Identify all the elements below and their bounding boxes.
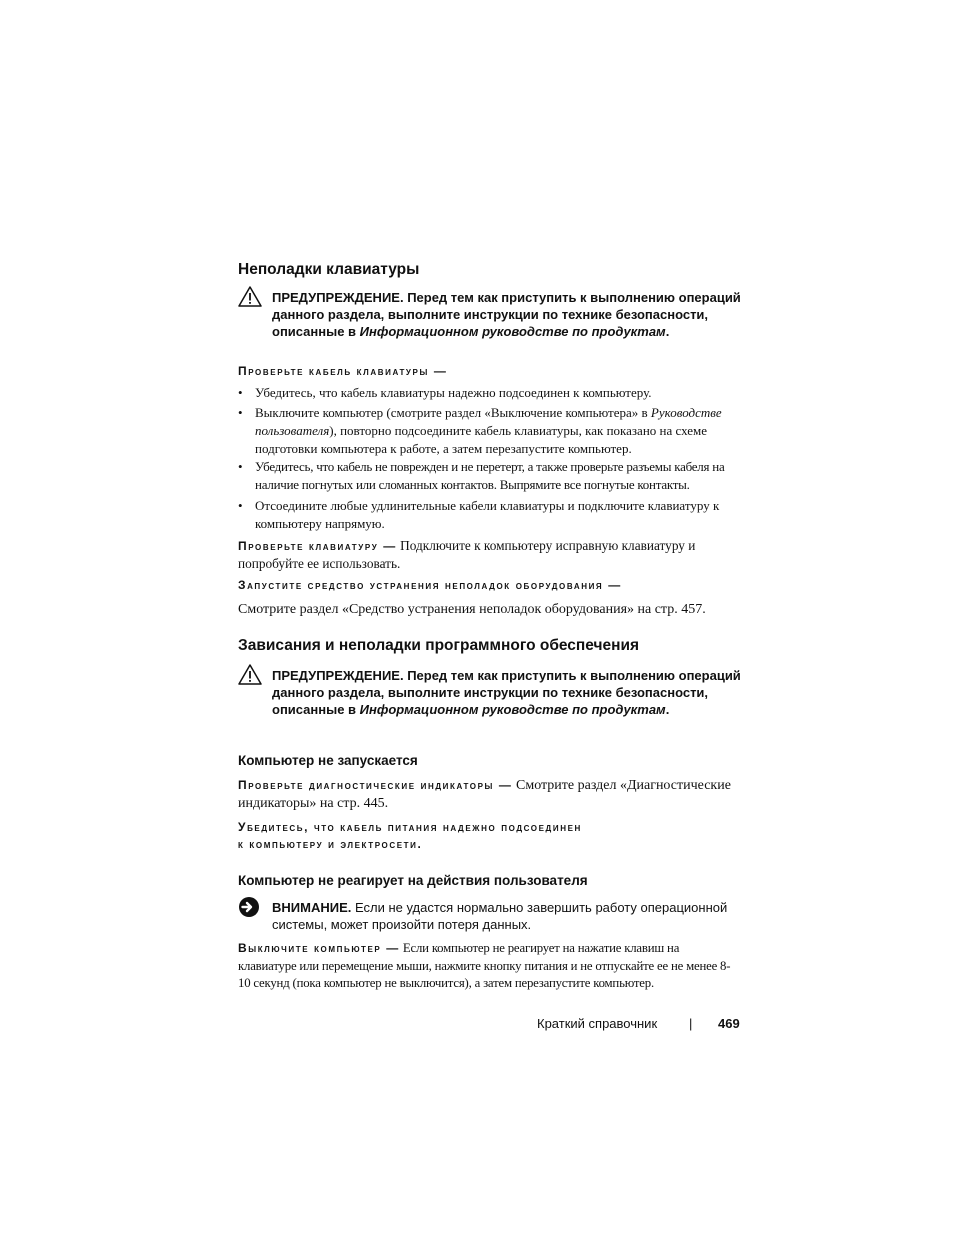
bullet-dot: • — [238, 385, 243, 400]
footer-separator: | — [689, 1016, 693, 1031]
check-diagnostics-text: Смотрите раздел «Диагностические индикаторы» на стр. 445. — [238, 778, 731, 811]
check-diagnostics-heading: Проверьте диагностические индикаторы — — [238, 778, 513, 792]
power-cable-line-1: Убедитесь, что кабель питания надежно подсоединен — [238, 820, 582, 834]
list-item — [238, 497, 738, 533]
notice-text: Если не удастся нормально завершить работу операционной системы, может произойти потеря данных. — [272, 900, 728, 932]
notice-label: ВНИМАНИЕ. — [272, 900, 352, 915]
subsection-title-no-response: Компьютер не реагирует на действия пользователя — [238, 873, 588, 888]
list-item — [238, 458, 738, 494]
bullet-text: Отсоедините любые удлинительные кабели клавиатуры и подключите клавиатуру к компьютеру напрямую. — [255, 498, 720, 531]
run-troubleshooter-heading: Запустите средство устранения неполадок оборудования — — [238, 578, 622, 592]
power-cable-line-2: к компьютеру и электросети. — [238, 837, 423, 851]
section-title-software: Зависания и неполадки программного обеспечения — [238, 637, 640, 654]
warning-label: ПРЕДУПРЕЖДЕНИЕ. — [272, 290, 404, 305]
warning-emphasis: Информационном руководстве по продуктам — [359, 702, 666, 717]
subsection-title-no-start: Компьютер не запускается — [238, 753, 418, 768]
warning-text: Перед тем как приступить к выполнению операций данного раздела, выполните инструкции по технике безопасности, описанные в — [272, 290, 741, 339]
check-keyboard-heading: Проверьте клавиатуру — — [238, 539, 397, 553]
run-troubleshooter-text: Смотрите раздел «Средство устранения неполадок оборудования» на стр. 457. — [238, 602, 706, 617]
bullet-dot: • — [238, 459, 243, 474]
warning-software — [272, 667, 742, 718]
notice-data-loss — [272, 899, 742, 933]
bullet-dot: • — [238, 498, 243, 513]
notice-circle-icon — [238, 896, 260, 918]
warning-label: ПРЕДУПРЕЖДЕНИЕ. — [272, 668, 404, 683]
warning-triangle-icon — [238, 664, 262, 685]
warning-text: Перед тем как приступить к выполнению операций данного раздела, выполните инструкции по технике безопасности, описанные в — [272, 668, 741, 717]
check-diagnostics-paragraph — [238, 776, 740, 813]
bullet-text-before: Выключите компьютер (смотрите раздел «Выключение компьютера» в — [255, 405, 651, 420]
shutdown-text: Если компьютер не реагирует на нажатие клавиш на клавиатуре или перемещение мыши, нажмите кнопку питания и не отпускайте ее не менее 8-10 секунд (пока компьютер не выключится), а затем перезапустите компьютер. — [238, 941, 731, 990]
check-keyboard-text: Подключите к компьютеру исправную клавиатуру и попробуйте ее использовать. — [238, 538, 696, 571]
user-guide-reference: Руководстве пользователя — [255, 405, 722, 438]
shutdown-paragraph — [238, 940, 740, 993]
section-title-keyboard: Неполадки клавиатуры — [238, 261, 420, 278]
bullet-text: Убедитесь, что кабель не поврежден и не перетерт, а также проверьте разъемы кабеля на наличие погнутых или сломанных контактов. Выпрямите все погнутые контакты. — [255, 459, 725, 492]
warning-emphasis: Информационном руководстве по продуктам — [359, 324, 666, 339]
footer-title: Краткий справочник — [537, 1016, 658, 1031]
warning-end: . — [665, 702, 670, 717]
bullet-text: Убедитесь, что кабель клавиатуры надежно подсоединен к компьютеру. — [255, 385, 652, 400]
check-cable-heading: Проверьте кабель клавиатуры — — [238, 364, 448, 378]
bullet-text — [255, 404, 738, 458]
check-keyboard-paragraph — [238, 537, 740, 573]
warning-keyboard — [272, 289, 742, 340]
warning-triangle-icon — [238, 286, 262, 307]
page-number: 469 — [718, 1016, 740, 1031]
bullet-dot: • — [238, 405, 243, 420]
list-item — [238, 404, 738, 458]
shutdown-heading: Выключите компьютер — — [238, 941, 400, 955]
warning-end: . — [665, 324, 670, 339]
bullet-text-after: ), повторно подсоедините кабель клавиатуры, как показано на схеме подготовки компьютера к работе, а затем перезапустите компьютер. — [255, 423, 708, 456]
list-item — [238, 384, 738, 402]
